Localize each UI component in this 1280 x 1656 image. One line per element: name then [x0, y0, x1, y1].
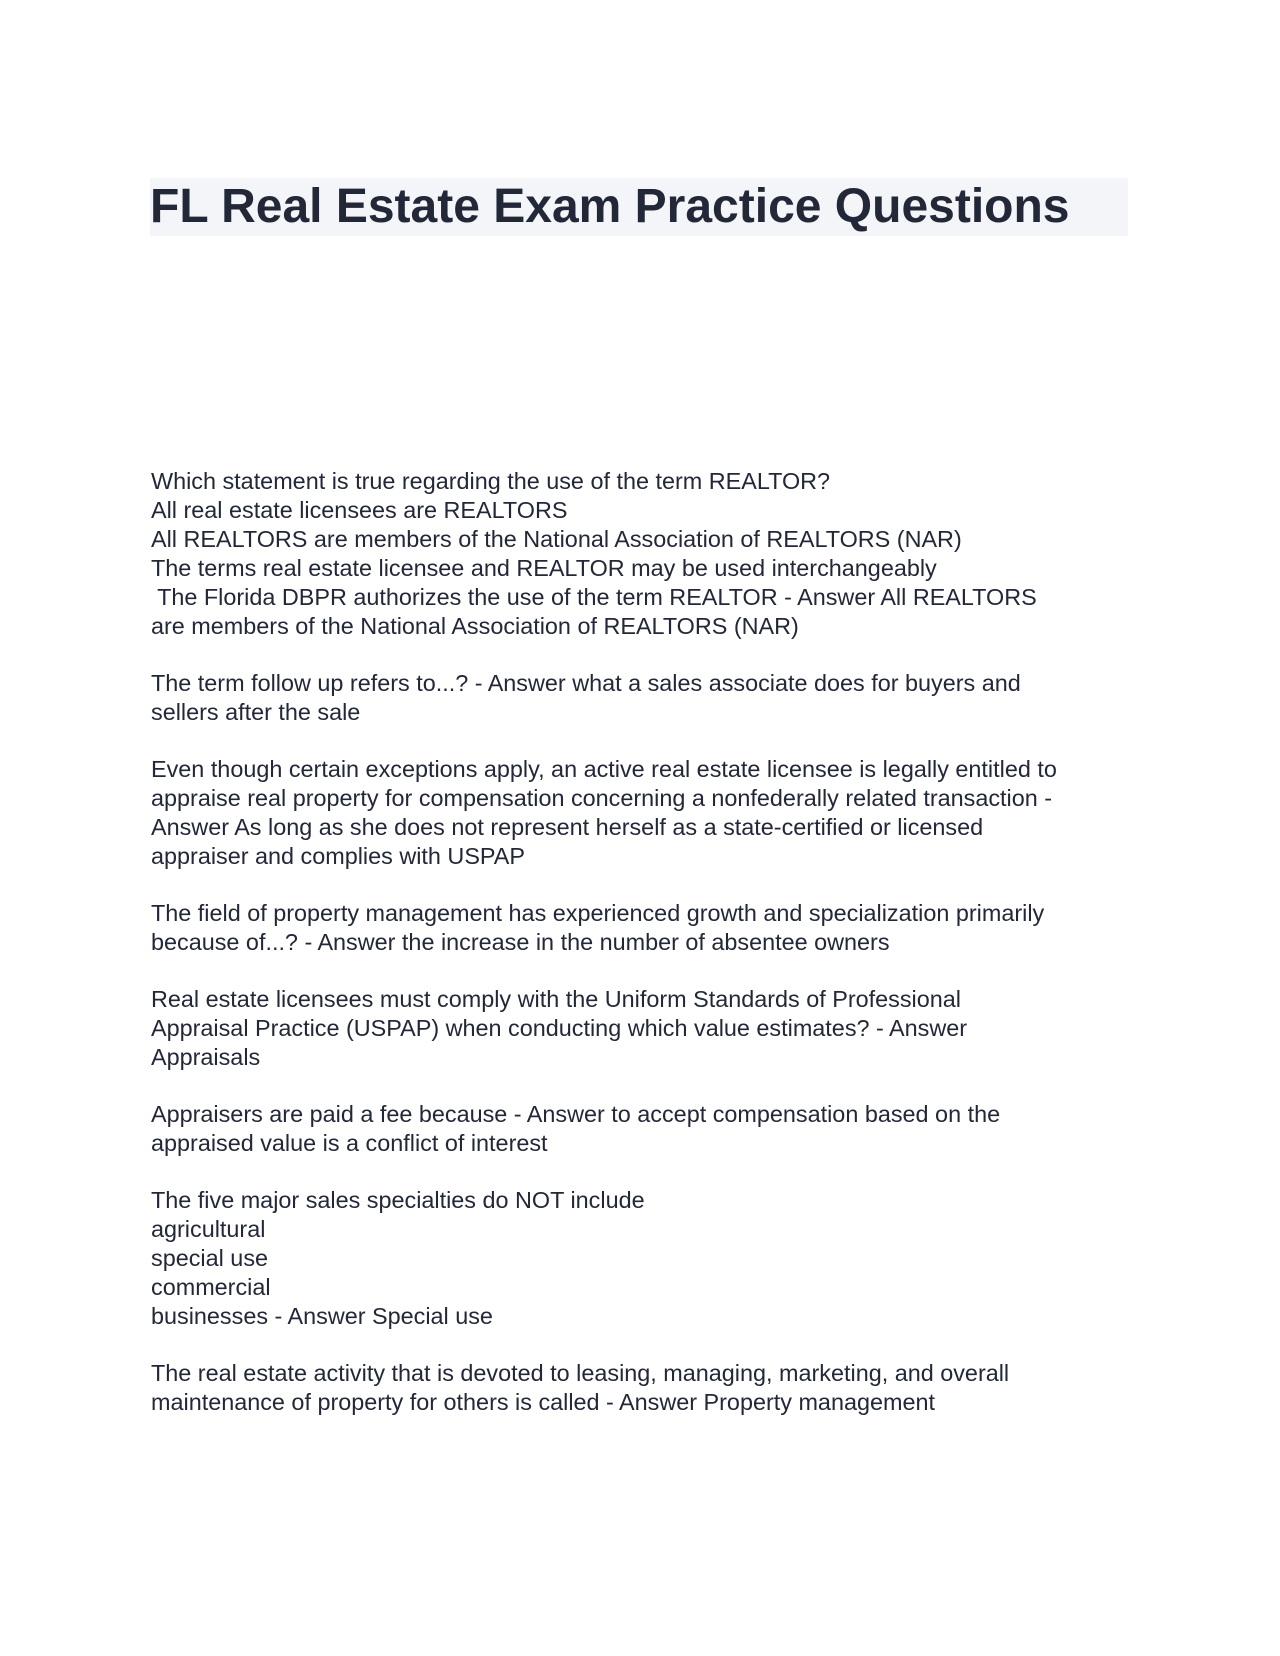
qa-line: The terms real estate licensee and REALTOR may be used interchangeably — [151, 555, 937, 581]
qa-line: The term follow up refers to...? - Answer what a sales associate does for buyers and — [151, 670, 1021, 696]
document-title: FL Real Estate Exam Practice Questions — [150, 180, 1070, 233]
qa-line: The field of property management has experienced growth and specialization primarily — [151, 900, 1045, 926]
qa-line: Appraisals — [151, 1044, 261, 1070]
qa-item-3 — [151, 755, 1151, 871]
qa-line: commercial — [151, 1274, 271, 1300]
qa-line: businesses - Answer Special use — [151, 1303, 493, 1329]
title-highlight — [150, 178, 1128, 236]
qa-item-2 — [151, 669, 1151, 727]
qa-line: maintenance of property for others is called - Answer Property management — [151, 1389, 935, 1415]
qa-item-7 — [151, 1186, 1151, 1331]
qa-line: Answer As long as she does not represent herself as a state-certified or licensed — [151, 814, 984, 840]
qa-line: sellers after the sale — [151, 699, 361, 725]
qa-line: The real estate activity that is devoted to leasing, managing, marketing, and overall — [151, 1360, 1010, 1386]
qa-line: agricultural — [151, 1216, 266, 1242]
qa-line: Appraisers are paid a fee because - Answer to accept compensation based on the — [151, 1101, 1001, 1127]
qa-line: All REALTORS are members of the National Association of REALTORS (NAR) — [151, 526, 962, 552]
qa-item-5 — [151, 985, 1151, 1072]
qa-item-6 — [151, 1100, 1151, 1158]
qa-item-4 — [151, 899, 1151, 957]
qa-line: because of...? - Answer the increase in the number of absentee owners — [151, 929, 890, 955]
qa-line: special use — [151, 1245, 269, 1271]
document-body — [151, 467, 1151, 1445]
qa-line: Appraisal Practice (USPAP) when conducting which value estimates? - Answer — [151, 1015, 968, 1041]
qa-line: All real estate licensees are REALTORS — [151, 497, 568, 523]
qa-line: Real estate licensees must comply with the Uniform Standards of Professional — [151, 986, 961, 1012]
qa-item-8 — [151, 1359, 1151, 1417]
qa-item-1 — [151, 467, 1151, 641]
qa-line: Even though certain exceptions apply, an active real estate licensee is legally entitled to — [151, 756, 1057, 782]
qa-line: The five major sales specialties do NOT include — [151, 1187, 645, 1213]
qa-line: appraised value is a conflict of interest — [151, 1130, 548, 1156]
qa-line: The Florida DBPR authorizes the use of the term REALTOR - Answer All REALTORS — [151, 584, 1037, 610]
qa-line: are members of the National Association of REALTORS (NAR) — [151, 613, 799, 639]
qa-line: appraiser and complies with USPAP — [151, 843, 525, 869]
qa-line: appraise real property for compensation concerning a nonfederally related transaction - — [151, 785, 1053, 811]
qa-line: Which statement is true regarding the use of the term REALTOR? — [151, 468, 831, 494]
